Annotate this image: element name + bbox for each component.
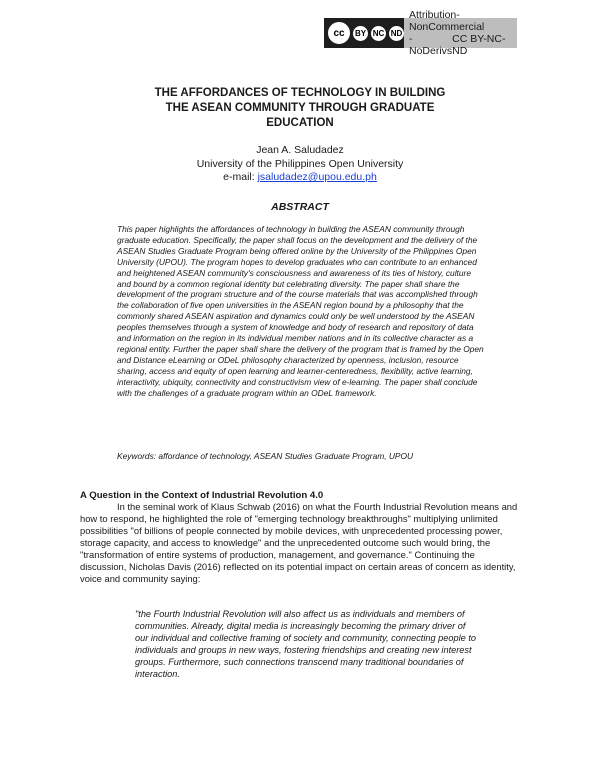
- cc-icon: cc: [328, 22, 350, 44]
- nd-icon: ND: [389, 26, 404, 41]
- author-name: Jean A. Saludadez: [256, 144, 344, 156]
- cc-license-badge[interactable]: [324, 9, 517, 57]
- abstract-text: This paper highlights the affordances of technology in building the ASEAN community through graduate education. Specifically, the paper shall focus on the development and the delivery of the ASEAN Studies Graduate Program being offered online by the University of the Philippines Open University (UPOU). The program hopes to develop graduates who can contribute to an enhanced and heightened ASEAN community's consciousness and awareness of its ties of history, culture and bound by a common regional identity but celebrating diversity. The paper shall share the development of the program structure and of the course materials that was accomplished through the collaboration of five open universities in the ASEAN region bound by a philosophy that the commonly shared ASEAN aspiration and dynamics could only be well understood by the ASEAN peoples themselves through a system of knowledge and body of research and repository of data and information on the region in its individual member nations and in its collective character as a regional entity. Further the paper shall share the delivery of the program that is framed by the Open and Distance eLearning or ODeL philosophy characterized by openness, inclusion, resource sharing, access and equity of open learning and learner-centeredness, flexibility, active learning, interactivity, ubiquity, connectivity and constructivism view of e-learning. The paper shall conclude with the challenges of a graduate program within an ODeL framework.: [117, 224, 484, 398]
- by-icon: BY: [353, 26, 368, 41]
- author-email-line: [100, 171, 500, 185]
- license-text: [404, 9, 517, 57]
- author-block: [100, 144, 500, 185]
- paper-title: [100, 86, 500, 131]
- license-code: CC BY-NC-ND: [452, 33, 506, 57]
- author-affiliation: University of the Philippines Open University: [196, 157, 404, 170]
- body-paragraph: In the seminal work of Klaus Schwab (2016) on what the Fourth Industrial Revolution means and how to respond, he highlighted the role of "emerging technology breakthroughs" multiplying unlimited possibilities "of billions of people connected by mobile devices, with unprecedented processing power, storage capacity, and access to knowledge" and the unprecedented outcome such would bring, the "transformation of entire systems of production, management, and governance." Continuing the discussion, Nicholas Davis (2016) reflected on its potential impact on certain areas of concern as identity, voice and community saying:: [80, 501, 518, 584]
- nc-icon: NC: [371, 26, 386, 41]
- abstract-heading: ABSTRACT: [271, 201, 329, 213]
- email-label: e-mail:: [223, 171, 258, 183]
- email-link[interactable]: jsaludadez@upou.edu.ph: [257, 171, 377, 183]
- license-line2-left: -NoDerivs: [409, 33, 453, 57]
- section-heading: A Question in the Context of Industrial Revolution 4.0: [80, 490, 324, 501]
- title-line3: EDUCATION: [266, 117, 334, 129]
- title-line1: THE AFFORDANCES OF TECHNOLOGY IN BUILDING: [154, 87, 446, 99]
- cc-icon-group: [324, 18, 404, 48]
- license-line1: Attribution-NonCommercial: [409, 9, 485, 33]
- title-line2: THE ASEAN COMMUNITY THROUGH GRADUATE: [165, 102, 435, 114]
- keywords: Keywords: affordance of technology, ASEAN Studies Graduate Program, UPOU: [117, 451, 414, 461]
- block-quote: "the Fourth Industrial Revolution will also affect us as individuals and members of communities. Already, digital media is increasingly becoming the primary driver of our individual and collective framing of society and community, connecting people to individuals and groups in new ways, fostering friendships and creating new interest groups. Furthermore, such connections transcend many traditional boundaries of interaction.: [135, 609, 476, 679]
